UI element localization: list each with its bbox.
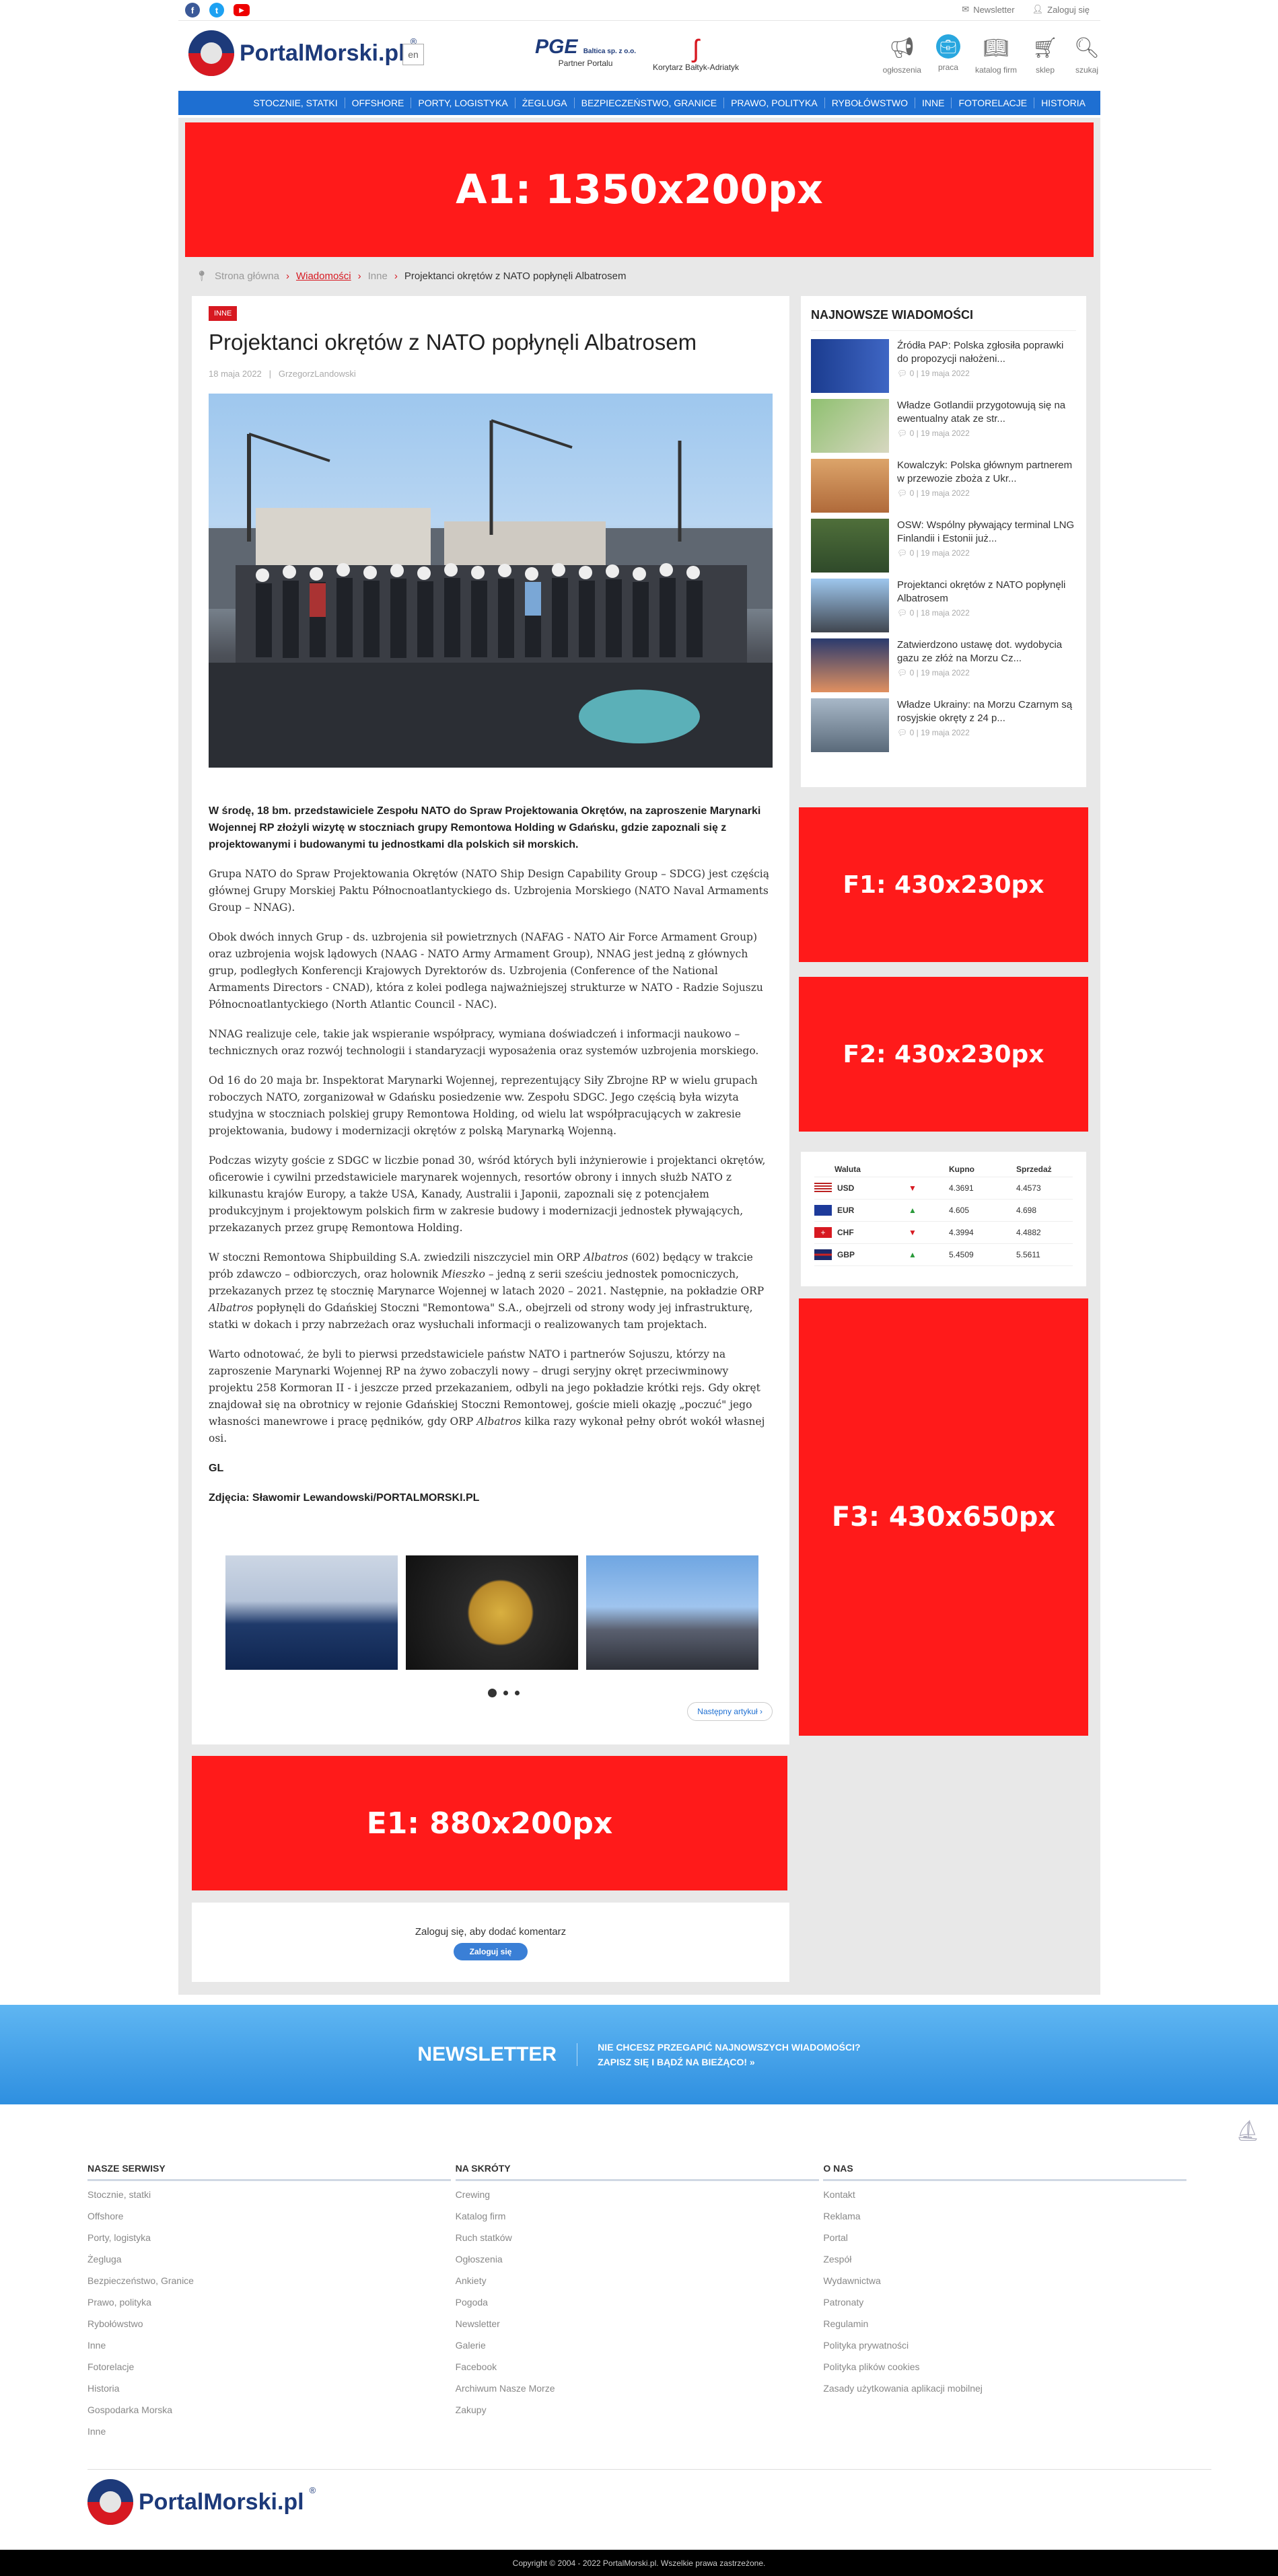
currency-buy: 5.4509 [949, 1250, 974, 1259]
news-title: Źródła PAP: Polska zgłosiła poprawki do propozycji nałożeni... [897, 340, 1064, 365]
comment-count: 0 [909, 369, 915, 378]
megaphone-icon: 📢︎ [889, 36, 915, 59]
comment-icon: 💬︎ [897, 668, 908, 677]
nav-item[interactable]: OFFSHORE [345, 98, 411, 108]
footer-link[interactable]: Galerie [455, 2340, 486, 2351]
comment-login-prompt: Zaloguj się, aby dodać komentarz [415, 1926, 567, 1938]
comment-count: 0 [909, 728, 915, 737]
news-thumb [811, 579, 889, 632]
comment-icon: 💬︎ [897, 488, 908, 498]
footer-link[interactable]: Portal [823, 2232, 848, 2243]
article-paragraph: Od 16 do 20 maja br. Inspektorat Marynarki Wojennej, reprezentujący Siły Zbrojne RP w wielu grupach roboczych NATO, zorganizował w Gdańsku posiedzenie ww. Zespołu SDGC. Jego częścią była wizyta studyjna w stoczniach polskiej grupy Remontowa Holding, od wielu lat współpracujących w zakresie projektowania, budowy i modernizacji okrętów z polską Marynarką Wojenną. [209, 1074, 758, 1137]
ship-name: Mieszko [441, 1268, 485, 1280]
nav-item[interactable]: INNE [915, 98, 951, 108]
news-title: OSW: Wspólny pływający terminal LNG Finlandii i Estonii już... [897, 519, 1075, 544]
header-icon-ogloszenia[interactable] [883, 34, 921, 75]
newsletter-banner[interactable] [0, 2005, 1278, 2104]
ship-name: Albatros [476, 1415, 522, 1428]
latest-news-item[interactable]: Projektanci okrętów z NATO popłynęli Albatrosem 💬︎ 0 | 18 maja 2022 [811, 579, 1076, 638]
footer-link[interactable]: Gospodarka Morska [87, 2404, 173, 2415]
header-icon-szukaj[interactable] [1073, 34, 1100, 75]
briefcase-icon: 💼︎ [936, 34, 960, 59]
comment-count: 0 [909, 488, 915, 498]
partner-corridor[interactable] [653, 36, 739, 72]
footer-col-services [87, 2163, 456, 2448]
ch-flag-icon: + [814, 1227, 832, 1238]
footer-link[interactable]: Inne [87, 2340, 106, 2351]
latest-news-item[interactable]: OSW: Wspólny pływający terminal LNG Finlandii i Estonii już... 💬︎ 0 | 19 maja 2022 [811, 519, 1076, 579]
breadcrumb: 📍︎ Strona główna › Wiadomości › Inne › Projektanci okrętów z NATO popłynęli Albatrosem [195, 270, 627, 282]
footer-columns [87, 2163, 1191, 2448]
nav-item[interactable]: HISTORIA [1034, 98, 1092, 108]
footer-link[interactable]: Fotorelacje [87, 2361, 135, 2372]
text-run: – jedną z serii sześciu jednostek pomocniczych, przekazanych przez tę stocznię Marynarce Wojennej w latach 2020 – 2021. Następnie, na pokładzie ORP [209, 1268, 765, 1297]
news-title: Zatwierdzono ustawę dot. wydobycia gazu ze złóż na Morzu Cz... [897, 639, 1063, 664]
footer-link[interactable]: Inne [87, 2426, 106, 2437]
comment-count: 0 [909, 429, 915, 438]
article-paragraph: NNAG realizuje cele, takie jak wspieranie współpracy, wymiana doświadczeń i informacji naukowo – technicznych oraz rozwój technologii i standaryzacji wyposażenia oraz systemów uzbrojenia morskiego. [209, 1028, 759, 1057]
text-run: W stoczni Remontowa Shipbuilding S.A. zwiedzili niszczyciel min ORP [209, 1251, 584, 1263]
logo-text: PortalMorski.pl [240, 40, 405, 66]
logo-text: PortalMorski.pl [139, 2489, 304, 2515]
footer-heading: NA SKRÓTY [456, 2163, 819, 2181]
copyright: Copyright © 2004 - 2022 PortalMorski.pl. Wszelkie prawa zastrzeżone. [0, 2550, 1278, 2576]
currency-sell: 4.4573 [1016, 1183, 1041, 1193]
header-icon-label: katalog firm [974, 65, 1017, 75]
youtube-icon[interactable]: ▶ [234, 4, 250, 16]
partner-brand-sub: Baltica sp. z o.o. [583, 48, 637, 55]
article-paragraph: Obok dwóch innych Grup - ds. uzbrojenia sił powietrznych (NAFAG - NATO Air Force Armament Group) oraz uzbrojenia wojsk lądowych (NAAG - NATO Army Armament Group), NNAG jest jedną z głównych grup, podległych Konferencji Krajowych Dyrektorów ds. Uzbrojenia (Conference of the National Armaments Directors - CNAD), która z kolei podlega najważniejszej strukturze w NATO - Radzie Sojuszu Północnoatlantyckiego (North Atlantic Council - NAC). [209, 931, 763, 1010]
nav-item[interactable]: RYBOŁÓWSTWO [824, 98, 915, 108]
comment-icon: 💬︎ [897, 608, 908, 618]
next-article-button[interactable] [687, 1702, 773, 1721]
gallery-dot[interactable] [488, 1689, 497, 1697]
footer-link[interactable]: Patronaty [823, 2297, 864, 2308]
partner-pge[interactable] [535, 36, 636, 68]
currency-col-header: Waluta [835, 1164, 861, 1174]
comment-count: 0 [909, 668, 915, 677]
footer-link[interactable]: Ruch statków [455, 2232, 512, 2243]
news-date: 19 maja 2022 [921, 668, 970, 677]
header [178, 20, 1100, 91]
currency-sell: 5.5611 [1016, 1250, 1040, 1259]
footer-link[interactable]: Ankiety [455, 2275, 487, 2286]
news-date: 19 maja 2022 [921, 488, 970, 498]
envelope-icon: ✉ [962, 4, 970, 14]
news-date: 19 maja 2022 [921, 429, 970, 438]
currency-code: EUR [837, 1206, 855, 1215]
currency-col-header: Kupno [949, 1164, 974, 1174]
gallery-dot[interactable] [503, 1691, 508, 1695]
article-date: 18 maja 2022 [209, 369, 262, 379]
currency-code: CHF [837, 1228, 854, 1237]
footer-link[interactable]: Crewing [455, 2189, 491, 2200]
latest-news-item[interactable]: Władze Gotlandii przygotowują się na ewentualny atak ze str... 💬︎ 0 | 19 maja 2022 [811, 399, 1076, 459]
footer-link[interactable]: Reklama [823, 2211, 861, 2221]
trend-down-icon: ▼ [909, 1228, 917, 1237]
footer-link[interactable]: Katalog firm [455, 2211, 506, 2221]
latest-news [801, 296, 1086, 787]
article-paragraph: Podczas wizyty goście z SDGC w liczbie ponad 30, wśród których byli inżynierowie i projektanci okrętów, oficerowie i cywilni przedstawiciele marynarek wojennych, resortów obrony i innych służb NATO z kilkunastu krajów Europy, a także USA, Kanady, Australii i Japonii, zapoznali się z potencjałem produkcyjnym i projektowym polskich firm w zakresie budowy i modernizacji jednostek pływających, przekazanych przez grupę Remontowa Holding. [209, 1154, 766, 1234]
search-icon: 🔍︎ [1073, 36, 1100, 59]
sidebar [801, 296, 1086, 1736]
footer-link[interactable]: Regulamin [823, 2318, 869, 2329]
nav-item[interactable]: PRAWO, POLITYKA [723, 98, 824, 108]
footer-link[interactable]: Porty, logistyka [87, 2232, 151, 2243]
footer-link[interactable]: Archiwum Nasze Morze [455, 2383, 555, 2394]
article-title: Projektanci okrętów z NATO popłynęli Albatrosem [209, 330, 697, 355]
footer-link[interactable]: Ogłoszenia [455, 2254, 503, 2265]
newsletter-line1: NIE CHCESZ PRZEGAPIĆ NAJNOWSZYCH WIADOMOŚCI? [598, 2042, 861, 2053]
text-run: (602) będący w trakcie prób zdawczo – odbiorczych, oraz holownik [209, 1251, 753, 1280]
footer-col-shortcuts [456, 2163, 824, 2448]
footer-link[interactable]: Historia [87, 2383, 120, 2394]
ship-name: Albatros [583, 1251, 629, 1263]
news-thumb [811, 399, 889, 453]
trend-down-icon: ▼ [909, 1183, 917, 1193]
news-date: 19 maja 2022 [921, 369, 970, 378]
currency-buy: 4.605 [949, 1206, 970, 1215]
currency-code: USD [837, 1183, 855, 1193]
footer-link[interactable]: Kontakt [823, 2189, 855, 2200]
currency-table [801, 1152, 1086, 1286]
currency-row [814, 1222, 1073, 1244]
currency-col-header: Sprzedaż [1016, 1164, 1052, 1174]
footer-link[interactable]: Prawo, polityka [87, 2297, 151, 2308]
breadcrumb-current: Projektanci okrętów z NATO popłynęli Albatrosem [404, 270, 627, 282]
facebook-icon[interactable]: f [185, 3, 200, 17]
currency-buy: 4.3994 [949, 1228, 974, 1237]
news-date: 18 maja 2022 [921, 608, 970, 618]
social-links [185, 3, 250, 17]
currency-header [814, 1161, 1073, 1177]
footer-link[interactable]: Polityka prywatności [823, 2340, 909, 2351]
user-icon: 👤︎ [1032, 4, 1044, 14]
ad-f2[interactable]: F2: 430x230px [799, 977, 1088, 1132]
ad-a1[interactable]: A1: 1350x200px [185, 122, 1094, 257]
header-icon-praca[interactable] [936, 34, 960, 75]
nav-item[interactable]: STOCZNIE, STATKI [253, 98, 338, 108]
ad-f1[interactable]: F1: 430x230px [799, 807, 1088, 962]
partner-label: Partner Portalu [558, 59, 613, 68]
latest-news-item[interactable]: Władze Ukrainy: na Morzu Czarnym są rosyjskie okręty z 24 p... 💬︎ 0 | 19 maja 2022 [811, 698, 1076, 758]
comment-box [192, 1903, 789, 1982]
breadcrumb-home[interactable]: Strona główna [215, 270, 279, 282]
ad-e1[interactable]: E1: 880x200px [192, 1756, 787, 1890]
trend-up-icon: ▲ [909, 1250, 917, 1259]
footer-heading: O NAS [823, 2163, 1186, 2181]
nav-item[interactable]: PORTY, LOGISTYKA [411, 98, 514, 108]
comment-login-button[interactable]: Zaloguj się [454, 1943, 528, 1960]
login-link[interactable] [1032, 4, 1090, 15]
header-icon-label: sklep [1035, 65, 1055, 75]
top-links [962, 4, 1090, 15]
footer-divider [87, 2469, 1211, 2470]
ship-name: Albatros [209, 1302, 254, 1314]
news-title: Kowalczyk: Polska głównym partnerem w przewozie zboża z Ukr... [897, 459, 1073, 484]
latest-news-item[interactable]: Źródła PAP: Polska zgłosiła poprawki do propozycji nałożeni... 💬︎ 0 | 19 maja 2022 [811, 339, 1076, 399]
news-thumb [811, 519, 889, 573]
next-article-label: Następny artykuł [697, 1707, 758, 1716]
gallery-thumb[interactable] [225, 1555, 398, 1670]
comment-count: 0 [909, 548, 915, 558]
article-tag[interactable]: INNE [209, 306, 237, 321]
text-run: kilka razy wykonał pełny obrót wokół własnej osi. [209, 1415, 765, 1444]
footer-link[interactable]: Stocznie, statki [87, 2189, 151, 2200]
article-paragraph: Grupa NATO do Spraw Projektowania Okrętów (NATO Ship Design Capability Group – SDCG) jest częścią głównej Grupy Morskiej Paktu Północnoatlantyckiego ds. Uzbrojenia Morskiego (NATO Naval Armaments Group – NNAG). [209, 868, 769, 914]
news-thumb [811, 339, 889, 393]
header-icon-sklep[interactable] [1032, 34, 1059, 75]
nav-item[interactable]: ŻEGLUGA [515, 98, 574, 108]
article-paragraph [209, 1249, 773, 1333]
partner-brand: PGE [535, 36, 578, 58]
news-date: 19 maja 2022 [921, 548, 970, 558]
header-icons [883, 34, 1100, 75]
latest-news-item[interactable]: Kowalczyk: Polska głównym partnerem w przewozie zboża z Ukr... 💬︎ 0 | 19 maja 2022 [811, 459, 1076, 519]
currency-code: GBP [837, 1250, 855, 1259]
nav-item[interactable]: BEZPIECZEŃSTWO, GRANICE [574, 98, 723, 108]
news-thumb [811, 638, 889, 692]
article-main-photo[interactable] [209, 394, 773, 768]
logo-emblem [188, 30, 234, 76]
header-icon-label: praca [937, 63, 958, 72]
footer-link[interactable]: Zespół [823, 2254, 852, 2265]
comment-icon: 💬︎ [897, 548, 908, 558]
article-photo-credit: Zdjęcia: Sławomir Lewandowski/PORTALMORSKI.PL [209, 1492, 480, 1504]
footer-link[interactable]: Wydawnictwa [823, 2275, 881, 2286]
breadcrumb-sub[interactable]: Inne [367, 270, 388, 282]
news-title: Władze Gotlandii przygotowują się na ewentualny atak ze str... [897, 400, 1066, 425]
gallery-dot[interactable] [515, 1691, 520, 1695]
footer-link[interactable]: Rybołówstwo [87, 2318, 143, 2329]
footer-link[interactable]: Żegluga [87, 2254, 122, 2265]
newsletter-title: NEWSLETTER [417, 2043, 577, 2066]
footer-link[interactable]: Zasady użytkowania aplikacji mobilnej [823, 2383, 983, 2394]
footer-logo[interactable] [87, 2479, 316, 2525]
language-switch[interactable]: en [402, 44, 424, 65]
corridor-logo-icon: ʃ [693, 35, 699, 63]
site-logo[interactable] [188, 30, 417, 76]
comment-icon: 💬︎ [897, 728, 908, 737]
gallery-pagination [488, 1689, 520, 1697]
article-body [209, 803, 773, 1519]
currency-sell: 4.698 [1016, 1206, 1037, 1215]
footer-link[interactable]: Zakupy [455, 2404, 487, 2415]
footer-link[interactable]: Bezpieczeństwo, Granice [87, 2275, 194, 2286]
book-icon: 📖︎ [983, 36, 1009, 59]
ad-f3[interactable]: F3: 430x650px [799, 1298, 1088, 1736]
logo-registered: ® [309, 2485, 316, 2495]
currency-sell: 4.4882 [1016, 1228, 1041, 1237]
logo-emblem [87, 2479, 133, 2525]
comment-count: 0 [909, 608, 915, 618]
text-run: popłynęli do Gdańskiej Stoczni "Remontowa" S.A., obejrzeli od strony wody jej infrastrukturę, statki w dokach i przy nabrzeżach oraz wysłuchali informacji o realizowanych tam projektach. [209, 1302, 753, 1331]
footer-link[interactable]: Facebook [455, 2361, 497, 2372]
news-thumb [811, 459, 889, 513]
news-title: Władze Ukrainy: na Morzu Czarnym są rosyjskie okręty z 24 p... [897, 699, 1073, 724]
currency-row [814, 1177, 1073, 1200]
text-run: Warto odnotować, że byli to pierwsi przedstawiciele państw NATO i partnerów Sojuszu, którzy na zaproszenie Marynarki Wojennej RP na żywo zobaczyli nowy – drugi seryjny okręt przeciwminowy projektu 258 Kormoran II - i jeszcze przed przekazaniem, odbyli na jego pokładzie krótki rejs. Gdy okręt znajdował się na obrotnicy w rejonie Gdańskiej Stoczni Remontowej, goście mieli okazję „poczuć" jego własności manewrowe i pracę pędników, gdy ORP [209, 1348, 760, 1428]
basket-icon: 🛒︎ [1032, 36, 1059, 59]
currency-row [814, 1200, 1073, 1222]
footer-link[interactable]: Pogoda [455, 2297, 488, 2308]
footer-heading: NASZE SERWISY [87, 2163, 451, 2181]
breadcrumb-section[interactable]: Wiadomości [295, 270, 351, 282]
article-meta: 18 maja 2022 | GrzegorzLandowski [209, 369, 356, 379]
news-title: Projektanci okrętów z NATO popłynęli Albatrosem [897, 579, 1066, 604]
article-signature: GL [209, 1463, 224, 1474]
footer-col-about [823, 2163, 1191, 2448]
newsletter-link[interactable] [962, 4, 1014, 15]
currency-row [814, 1244, 1073, 1266]
header-icon-label: ogłoszenia [882, 65, 921, 75]
news-thumb [811, 698, 889, 752]
twitter-icon[interactable]: t [209, 3, 224, 17]
comment-icon: 💬︎ [897, 369, 908, 378]
article-lead: W środę, 18 bm. przedstawiciele Zespołu NATO do Spraw Projektowania Okrętów, na zaproszenie Marynarki Wojennej RP złożyli wizytę w stoczniach grupy Remontowa Holding w Gdańsku, gdzie zapoznali się z projektowanymi i budowanymi tu jednostkami dla polskich sił morskich. [209, 805, 761, 850]
footer-link[interactable]: Polityka plików cookies [823, 2361, 920, 2372]
gb-flag-icon [814, 1249, 832, 1260]
chevron-right-icon: › [760, 1707, 762, 1716]
nav-item[interactable]: FOTORELACJE [951, 98, 1034, 108]
comment-icon: 💬︎ [897, 429, 908, 438]
login-label: Zaloguj się [1047, 4, 1090, 15]
gallery-thumb[interactable] [586, 1555, 758, 1670]
article [192, 296, 789, 1744]
main-nav [178, 91, 1100, 115]
location-pin-icon: 📍︎ [195, 270, 209, 282]
newsletter-label: Newsletter [973, 4, 1015, 15]
logo-registered: ® [410, 36, 417, 46]
scroll-top-icon[interactable]: ⛵︎ [1235, 2120, 1261, 2142]
latest-news-heading: NAJNOWSZE WIADOMOŚCI [811, 308, 1076, 331]
footer-link[interactable]: Offshore [87, 2211, 124, 2221]
gallery-thumb[interactable] [406, 1555, 578, 1670]
article-author: GrzegorzLandowski [278, 369, 356, 379]
photo-gallery [225, 1555, 758, 1670]
corridor-label: Korytarz Bałtyk-Adriatyk [653, 63, 740, 72]
trend-up-icon: ▲ [909, 1206, 917, 1215]
header-icon-label: szukaj [1075, 65, 1098, 75]
latest-news-item[interactable]: Zatwierdzono ustawę dot. wydobycia gazu ze złóż na Morzu Cz... 💬︎ 0 | 19 maja 2022 [811, 638, 1076, 698]
footer-link[interactable]: Newsletter [455, 2318, 500, 2329]
article-paragraph [209, 1346, 773, 1447]
us-flag-icon [814, 1183, 832, 1193]
news-date: 19 maja 2022 [921, 728, 970, 737]
currency-buy: 4.3691 [949, 1183, 974, 1193]
newsletter-line2: ZAPISZ SIĘ I BĄDŹ NA BIEŻĄCO! » [598, 2057, 755, 2067]
eu-flag-icon [814, 1205, 832, 1216]
header-icon-katalog[interactable] [975, 34, 1017, 75]
